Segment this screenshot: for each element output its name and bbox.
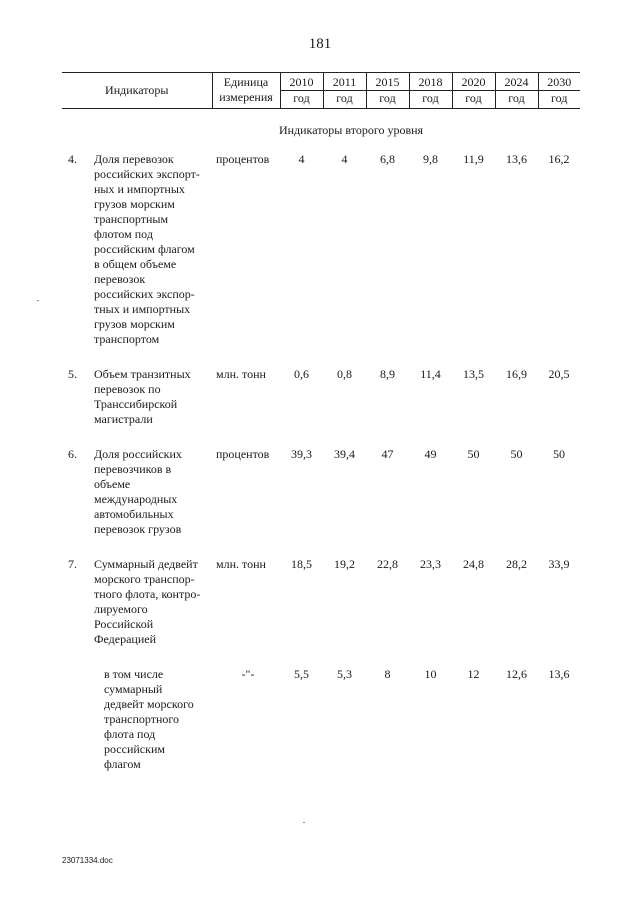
table-row	[62, 447, 580, 537]
indicator-name	[62, 152, 212, 347]
indicator-text	[94, 447, 212, 537]
indicator-text-line: флотом под	[94, 227, 153, 241]
indicator-text-line: российским флагом	[94, 242, 195, 256]
header-year-suffix: год	[324, 90, 366, 106]
row-spacer	[62, 647, 580, 667]
header-year	[409, 73, 452, 109]
value-cell: 50	[467, 447, 480, 461]
footer-doc-code: 23071334.doc	[62, 856, 113, 865]
value-cell: 4	[341, 152, 348, 166]
value-cell: 12,6	[506, 667, 527, 681]
spacer-cell	[62, 347, 580, 367]
value-cell: 5,3	[337, 667, 352, 681]
header-unit-line1: Единица	[223, 75, 269, 89]
header-year-label: 2011	[332, 75, 357, 89]
header-year-suffix: год	[410, 90, 452, 106]
value-cell: 24,8	[463, 557, 484, 571]
indicator-name-cell	[62, 557, 212, 647]
header-indicators: Индикаторы	[62, 73, 212, 109]
spacer-cell	[62, 537, 580, 557]
indicator-text-line: грузов морским	[94, 317, 175, 331]
indicator-number: 5.	[68, 367, 77, 381]
indicator-text-line: транспортным	[94, 212, 169, 226]
value-cell: 8	[384, 667, 391, 681]
header-year-suffix: год	[367, 90, 409, 106]
indicator-name	[62, 557, 212, 647]
indicator-text-line: автомобильных	[94, 507, 174, 521]
value-cell: 11,4	[420, 367, 441, 381]
unit-cell: млн. тонн	[216, 557, 266, 571]
value-cell: 8,9	[380, 367, 395, 381]
indicator-text-line: флагом	[104, 757, 141, 771]
header-year-label: 2024	[504, 75, 529, 89]
indicator-name	[62, 447, 212, 537]
indicator-text-line: Доля перевозок	[94, 152, 174, 166]
indicator-text-line: перевозок	[94, 272, 146, 286]
header-year-label: 2015	[375, 75, 400, 89]
value-cell: 9,8	[423, 152, 438, 166]
spacer-cell	[62, 647, 580, 667]
table-subrow	[62, 667, 580, 772]
header-year	[538, 73, 580, 109]
value-cell: 13,6	[548, 667, 570, 681]
header-year	[495, 73, 538, 109]
section-title: Индикаторы второго уровня	[278, 123, 424, 137]
header-unit-line2: измерения	[219, 90, 273, 104]
indicators-table	[62, 72, 580, 772]
row-spacer	[62, 347, 580, 367]
indicator-text-line: Доля российских	[94, 447, 182, 461]
header-year-suffix: год	[539, 90, 581, 106]
indicator-text-line: российских экспорт-	[94, 167, 200, 181]
unit-cell: -"-	[241, 667, 255, 681]
value-cell: 20,5	[548, 367, 570, 381]
scan-speck	[37, 300, 39, 301]
indicator-text-line: объеме	[94, 477, 131, 491]
value-cell: 19,2	[334, 557, 355, 571]
indicator-text-line: российских экспор-	[94, 287, 195, 301]
unit-cell: процентов	[216, 152, 270, 166]
header-year-label: 2020	[461, 75, 486, 89]
indicator-text	[94, 152, 212, 347]
indicator-number: 6.	[68, 447, 77, 461]
header-unit	[212, 73, 280, 109]
indicator-text-line: магистрали	[94, 412, 153, 426]
indicator-text	[94, 557, 212, 647]
indicator-text-line: лируемого	[94, 602, 148, 616]
indicator-text-line: транспортного	[104, 712, 180, 726]
header-year-suffix: год	[453, 90, 495, 106]
value-cell: 11,9	[463, 152, 484, 166]
indicator-text-line: дедвейт морского	[104, 697, 194, 711]
indicator-name-cell	[62, 367, 212, 427]
indicator-text	[94, 367, 212, 427]
indicator-name	[62, 367, 212, 427]
header-year-label: 2010	[289, 75, 314, 89]
header-year	[280, 73, 323, 109]
value-cell: 18,5	[291, 557, 312, 571]
row-spacer	[62, 427, 580, 447]
value-cell: 28,2	[506, 557, 527, 571]
header-year-label: 2030	[547, 75, 572, 89]
indicator-text-line: ных и импортных	[94, 182, 185, 196]
indicator-text-line: в общем объеме	[94, 257, 177, 271]
value-cell: 16,9	[506, 367, 527, 381]
indicator-text-line: международных	[94, 492, 178, 506]
table-row	[62, 367, 580, 427]
value-cell: 6,8	[380, 152, 395, 166]
value-cell: 50	[553, 447, 565, 461]
header-year-suffix: год	[496, 90, 538, 106]
scan-speck	[303, 822, 305, 823]
value-cell: 33,9	[548, 557, 570, 571]
unit-cell: млн. тонн	[216, 367, 266, 381]
indicator-text-line: суммарный	[104, 682, 163, 696]
table-body	[62, 109, 580, 773]
indicator-text-line: Объем транзитных	[94, 367, 191, 381]
value-cell: 5,5	[294, 667, 309, 681]
indicator-text-line: в том числе	[104, 667, 164, 681]
table-row	[62, 152, 580, 347]
indicator-text-line: морского транспор-	[94, 572, 195, 586]
indicator-text-line: тных и импортных	[94, 302, 191, 316]
spacer-cell	[62, 427, 580, 447]
indicator-name	[62, 667, 212, 772]
indicator-text-line: тного флота, контро-	[94, 587, 201, 601]
value-cell: 13,6	[506, 152, 527, 166]
indicator-text-line: перевозок по	[94, 382, 161, 396]
indicator-text-line: перевозок грузов	[94, 522, 182, 536]
value-cell: 23,3	[420, 557, 441, 571]
value-cell: 49	[424, 447, 437, 461]
indicator-number: 4.	[68, 152, 77, 166]
value-cell: 39,4	[334, 447, 355, 461]
table-row	[62, 557, 580, 647]
indicator-text-line: российским	[104, 742, 165, 756]
indicator-name-cell	[62, 667, 212, 772]
indicator-number: 7.	[68, 557, 77, 571]
indicator-text-line: перевозчиков в	[94, 462, 172, 476]
page-number: 181	[308, 36, 332, 52]
indicator-text	[62, 667, 212, 772]
header-year	[452, 73, 495, 109]
unit-cell: процентов	[216, 447, 270, 461]
indicator-name-cell	[62, 447, 212, 537]
header-year-label: 2018	[418, 75, 443, 89]
indicator-text-line: флота под	[104, 727, 156, 741]
indicator-text-line: грузов морским	[94, 197, 175, 211]
indicator-name-cell	[62, 152, 212, 347]
value-cell: 50	[510, 447, 523, 461]
row-spacer	[62, 537, 580, 557]
value-cell: 13,5	[463, 367, 484, 381]
indicator-text-line: транспортом	[94, 332, 160, 346]
value-cell: 10	[424, 667, 437, 681]
value-cell: 0,6	[294, 367, 309, 381]
value-cell: 0,8	[337, 367, 352, 381]
value-cell: 47	[381, 447, 394, 461]
value-cell: 39,3	[291, 447, 312, 461]
value-cell: 16,2	[548, 152, 570, 166]
table-header-row	[62, 73, 580, 109]
section-title-row	[62, 109, 580, 153]
header-year	[323, 73, 366, 109]
value-cell: 22,8	[377, 557, 398, 571]
header-year-suffix: год	[281, 90, 323, 106]
indicator-text-line: Российской	[94, 617, 154, 631]
indicator-text-line: Транссибирской	[94, 397, 178, 411]
indicator-text-line: Суммарный дедвейт	[94, 557, 198, 571]
value-cell: 12	[467, 667, 480, 681]
header-year	[366, 73, 409, 109]
value-cell: 4	[298, 152, 305, 166]
indicator-text-line: Федерацией	[94, 632, 156, 646]
